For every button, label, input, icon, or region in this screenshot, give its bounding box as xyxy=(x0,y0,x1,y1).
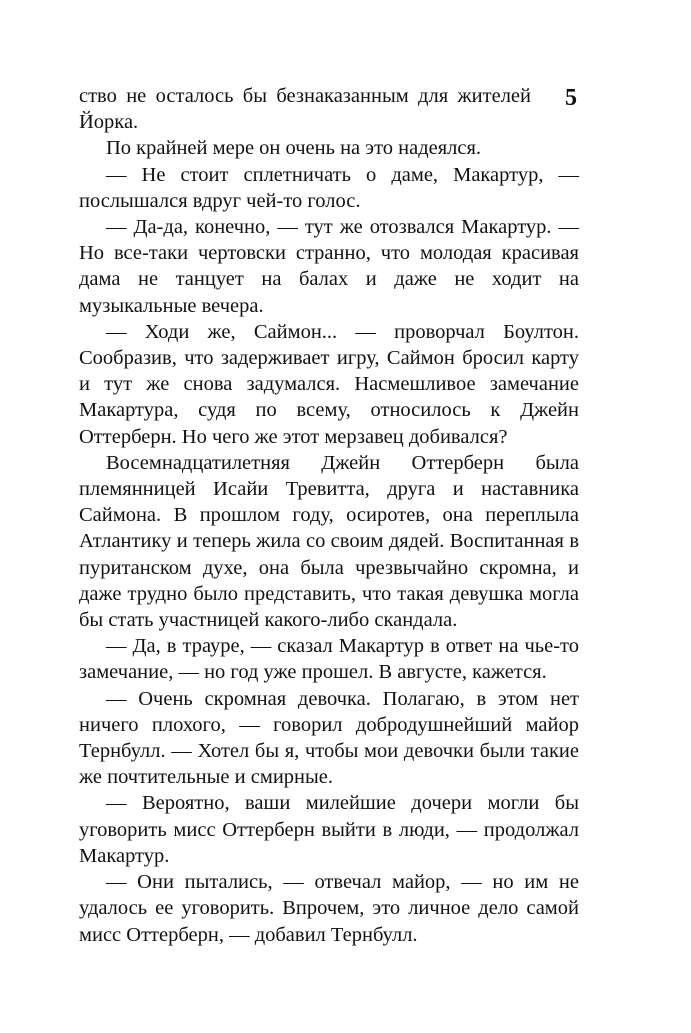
paragraph-1: ство не осталось бы безнаказанным для жителей Йорка. xyxy=(79,85,531,134)
paragraph-5: — Ходи же, Саймон... — проворчал Боултон. Сообразив, что задерживает игру, Саймон бросил карту и тут же снова задумался. Насмешливое замечание Макартура, судя по всему, относилось к Джейн Оттерберн. Но чего же этот мерзавец добивался? xyxy=(79,320,579,448)
paragraph-10: — Они пытались, — отвечал майор, — но им не удалось ее уговорить. Впрочем, это личное дело самой мисс Оттерберн, — добавил Тернбулл. xyxy=(79,871,579,946)
paragraph-9: — Вероятно, ваши милейшие дочери могли бы уговорить мисс Оттерберн выйти в люди, — продолжал Макартур. xyxy=(79,792,579,867)
paragraph-4: — Да-да, конечно, — тут же отозвался Макартур. — Но все-таки чертовски странно, что молодая красивая дама не танцует на балах и даже не ходит на музыкальные вечера. xyxy=(79,216,579,317)
paragraph-2: По крайней мере он очень на это надеялся. xyxy=(106,137,482,160)
paragraph-7: — Да, в трауре, — сказал Макартур в ответ на чье-то замечание, — но год уже прошел. В августе, кажется. xyxy=(79,635,579,684)
body-text xyxy=(79,83,579,948)
page-number: 5 xyxy=(565,85,577,111)
paragraph-3: — Не стоит сплетничать о даме, Макартур, — послышался вдруг чей-то голос. xyxy=(79,163,579,212)
paragraph-8: — Очень скромная девочка. Полагаю, в этом нет ничего плохого, — говорил добродушнейший майор Тернбулл. — Хотел бы я, чтобы мои девочки были такие же почтительные и смирные. xyxy=(79,687,579,789)
paragraph-6: Восемнадцатилетняя Джейн Оттерберн была племянницей Исайи Тревитта, друга и наставника Саймона. В прошлом году, осиротев, она переплыла Атлантику и теперь жила со своим дядей. Воспитанная в пуританском духе, она была чрезвычайно скромна, и даже трудно было представить, что такая девушка могла бы стать участницей какого-либо скандала. xyxy=(79,451,579,632)
